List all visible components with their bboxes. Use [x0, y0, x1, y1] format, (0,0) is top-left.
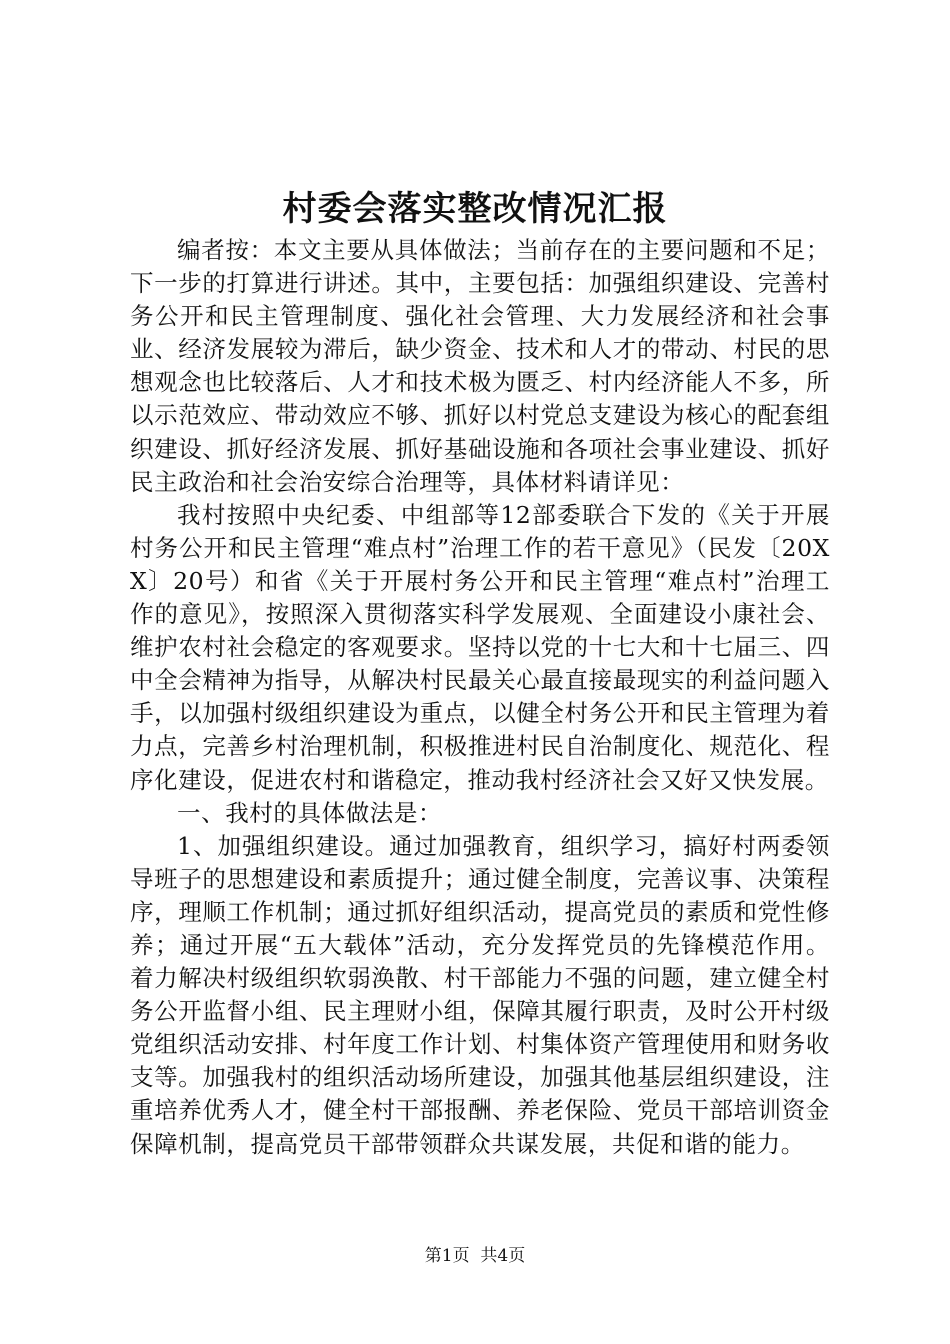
document-body [130, 234, 830, 1161]
section-heading-paragraph: 一、我村的具体做法是： [177, 798, 443, 827]
intro-paragraph: 我村按照中央纪委、中组部等12部委联合下发的《关于开展村务公开和民主管理“难点村”治理工作的若干意见》（民发〔20XX〕20号）和省《关于开展村务公开和民主管理“难点村”治理工作的意见》，按照深入贯彻落实科学发展观、全面建设小康社会、维护农村社会稳定的客观要求。坚持以党的十七大和十七届三、四中全会精神为指导，从解决村民最关心最直接最现实的利益问题入手，以加强村级组织建设为重点，以健全村务公开和民主管理为着力点，完善乡村治理机制，积极推进村民自治制度化、规范化、程序化建设，促进农村和谐稳定，推动我村经济社会又好又快发展。 [130, 500, 830, 794]
organization-building-paragraph: 1、加强组织建设。通过加强教育，组织学习，搞好村两委领导班子的思想建设和素质提升；通过健全制度，完善议事、决策程序，理顺工作机制；通过抓好组织活动，提高党员的素质和党性修养；通过开展“五大载体”活动，充分发挥党员的先锋模范作用。着力解决村级组织软弱涣散、村干部能力不强的问题，建立健全村务公开监督小组、民主理财小组，保障其履行职责，及时公开村级党组织活动安排、村年度工作计划、村集体资产管理使用和财务收支等。加强我村的组织活动场所建设，加强其他基层组织建设，注重培养优秀人才，健全村干部报酬、养老保险、党员干部培训资金保障机制，提高党员干部带领群众共谋发展，共促和谐的能力。 [130, 831, 830, 1158]
page-footer: 第1页 共4页 [424, 1246, 526, 1266]
document-title: 村委会落实整改情况汇报 [282, 189, 668, 229]
editor-note-paragraph: 编者按：本文主要从具体做法；当前存在的主要问题和不足；下一步的打算进行讲述。其中，主要包括：加强组织建设、完善村务公开和民主管理制度、强化社会管理、大力发展经济和社会事业、经济发展较为滞后，缺少资金、技术和人才的带动、村民的思想观念也比较落后、人才和技术极为匮乏、村内经济能人不多，所以示范效应、带动效应不够、抓好以村党总支建设为核心的配套组织建设、抓好经济发展、抓好基础设施和各项社会事业建设、抓好民主政治和社会治安综合治理等，具体材料请详见： [130, 236, 830, 496]
